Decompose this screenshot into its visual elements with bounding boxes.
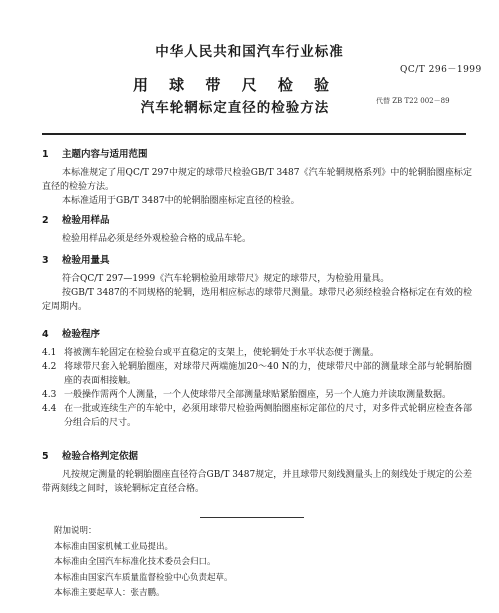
section-3 xyxy=(42,252,472,314)
clause-text: 将被测车轮固定在检验台或平直稳定的支架上，使轮辋处于水平状态便于测量。 xyxy=(64,348,380,358)
section-2 xyxy=(42,212,472,246)
clause-text: 一般操作需两个人测量，一个人使球带尺全部测量球贴紧胎圈座，另一个人施力并读取测量数据。 xyxy=(64,390,452,400)
clause-number: 4.2 xyxy=(42,362,57,372)
section-number: 4 xyxy=(42,329,49,340)
note-line: 本标准由国家机械工业局提出。 xyxy=(54,541,174,552)
note-line: 本标准由国家汽车质量监督检验中心负责起草。 xyxy=(54,572,233,583)
additional-notes xyxy=(54,524,434,602)
section-1 xyxy=(42,146,472,208)
clause-4-3 xyxy=(42,388,472,402)
section-heading xyxy=(42,252,472,266)
note-line: 本标准由全国汽车标准化技术委员会归口。 xyxy=(54,557,216,567)
notes-heading: 附加说明： xyxy=(54,526,97,536)
standard-number: QC/T 296－1999 xyxy=(400,65,482,75)
note-line: 本标准主要起草人：张吉鹏。 xyxy=(54,588,165,598)
clause-number: 4.1 xyxy=(42,348,57,358)
header-divider xyxy=(42,133,466,135)
clause-4-4 xyxy=(42,402,472,430)
end-divider xyxy=(200,517,304,518)
section-title: 检验用样品 xyxy=(62,215,110,226)
section-number: 1 xyxy=(42,149,49,160)
clause-text: 在一批或连续生产的车轮中，必须用球带尺检验两侧胎圈座标定部位的尺寸，对多件式轮辋应检查各部分组合后的尺寸。 xyxy=(64,404,472,428)
clause-number: 4.3 xyxy=(42,390,57,400)
paragraph: 检验用样品必须是经外观检验合格的成品车轮。 xyxy=(62,234,252,244)
paragraph: 本标准规定了用QC/T 297中规定的球带尺检验GB/T 3487《汽车轮辋规格系列》中的轮辋胎圈座标定直径的检验方法。 xyxy=(42,168,472,192)
clause-text: 将球带尺套入轮辋胎圈座，对球带尺两端施加20～40 N的力，使球带尺中部的测量球全部与轮辋胎圈座的表面相接触。 xyxy=(64,362,472,386)
replaces-standard: 代替 ZB T22 002－89 xyxy=(376,97,450,105)
section-title: 主题内容与适用范围 xyxy=(62,149,148,160)
paragraph: 凡按规定测量的轮辋胎圈座直径符合GB/T 3487规定，并且球带尺刻线测量头上的刻线处于规定的公差带两刻线之间时，该轮辋标定直径合格。 xyxy=(42,470,472,494)
clause-number: 4.4 xyxy=(42,404,57,414)
clause-4-2 xyxy=(42,360,472,388)
document-title-line1: 用 球 带 尺 检 验 xyxy=(132,76,338,94)
paragraph: 按GB/T 3487的不同规格的轮辋，选用相应标志的球带尺测量。球带尺必须经检验合格标定在有效的检定周期内。 xyxy=(42,288,472,312)
section-heading xyxy=(42,448,472,462)
issuing-body-title: 中华人民共和国汽车行业标准 xyxy=(155,44,344,60)
section-4 xyxy=(42,326,472,430)
document-title-line2: 汽车轮辋标定直径的检验方法 xyxy=(140,100,330,116)
paragraph: 本标准适用于GB/T 3487中的轮辋胎圈座标定直径的检验。 xyxy=(62,196,300,206)
section-5 xyxy=(42,448,472,496)
section-heading xyxy=(42,212,472,226)
section-number: 3 xyxy=(42,255,49,266)
clause-4-1 xyxy=(42,346,472,360)
section-number: 2 xyxy=(42,215,49,226)
section-title: 检验用量具 xyxy=(62,255,110,266)
section-number: 5 xyxy=(42,451,49,462)
section-title: 检验合格判定依据 xyxy=(62,451,139,462)
section-heading xyxy=(42,326,472,340)
paragraph: 符合QC/T 297—1999《汽车轮辋检验用球带尺》规定的球带尺，为检验用量具。 xyxy=(62,274,390,284)
section-title: 检验程序 xyxy=(62,329,101,340)
section-heading xyxy=(42,146,472,160)
